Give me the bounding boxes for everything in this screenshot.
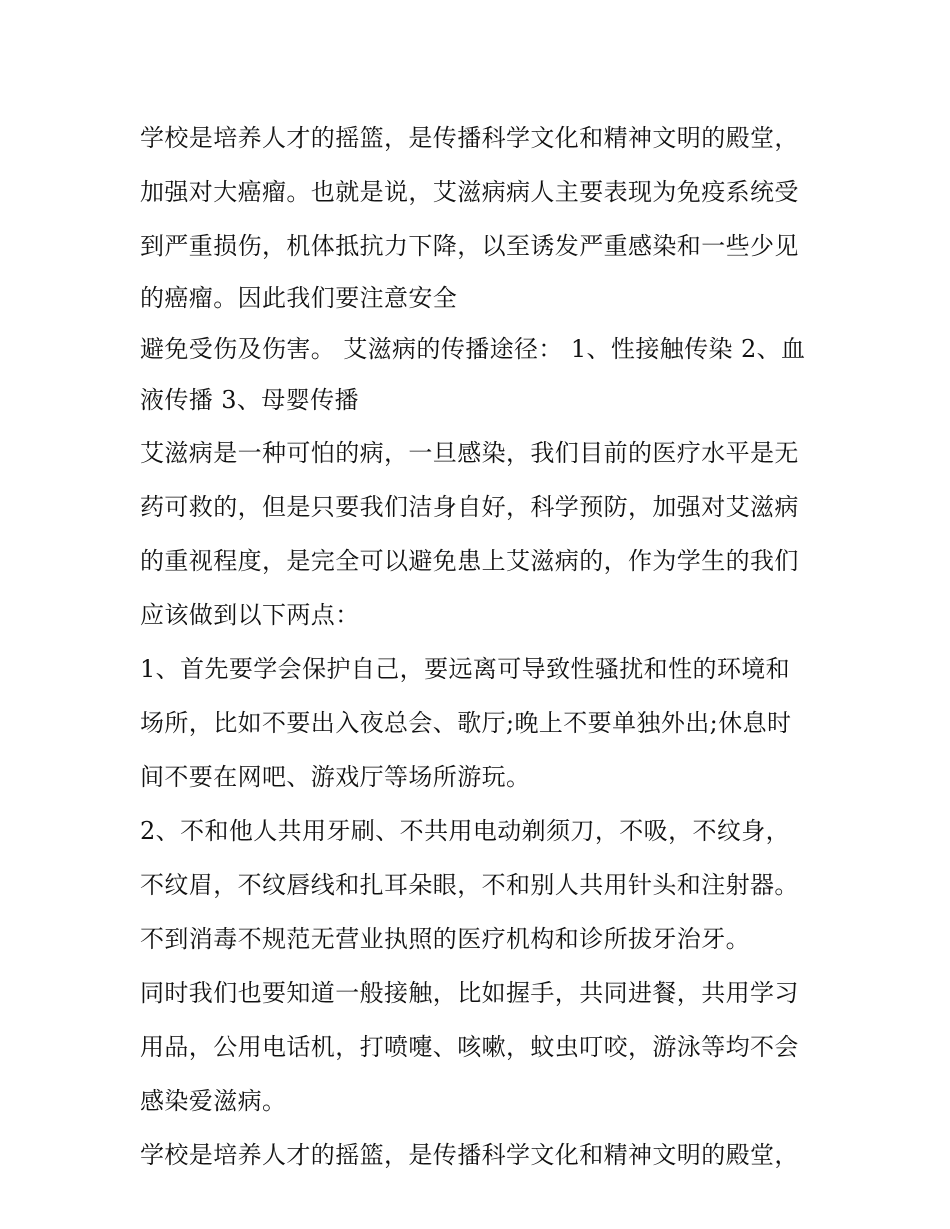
text-line-7: 艾滋病是一种可怕的病，一旦感染，我们目前的医疗水平是无: [140, 439, 799, 467]
text-line-16: 不到消毒不规范无营业执照的医疗机构和诊所拔牙治牙。: [140, 925, 750, 953]
text-line-5: 避免受伤及伤害。 艾滋病的传播途径： 1、性接触传染 2、血: [140, 335, 806, 363]
text-line-3: 到严重损伤，机体抵抗力下降，以至诱发严重感染和一些少见: [140, 232, 799, 260]
text-line-10: 应该做到以下两点：: [140, 601, 360, 629]
document-body: [140, 111, 830, 1182]
text-line-13: 间不要在网吧、游戏厅等场所游玩。: [140, 763, 531, 791]
text-line-12: 场所，比如不要出入夜总会、歌厅;晚上不要单独外出;休息时: [140, 709, 792, 737]
text-line-15: 不纹眉，不纹唇线和扎耳朵眼，不和别人共用针头和注射器。: [140, 871, 799, 899]
text-line-9: 的重视程度，是完全可以避免患上艾滋病的，作为学生的我们: [140, 547, 799, 575]
text-line-18: 用品，公用电话机，打喷嚏、咳嗽，蚊虫叮咬，游泳等均不会: [140, 1033, 799, 1061]
text-line-19: 感染爱滋病。: [140, 1087, 287, 1115]
text-line-2: 加强对大癌瘤。也就是说，艾滋病病人主要表现为免疫系统受: [140, 178, 799, 206]
text-line-11: 1、首先要学会保护自己，要远离可导致性骚扰和性的环境和: [140, 655, 791, 683]
text-line-17: 同时我们也要知道一般接触，比如握手，共同进餐，共用学习: [140, 979, 799, 1007]
text-line-4: 的癌瘤。因此我们要注意安全: [140, 284, 458, 312]
text-line-8: 药可救的，但是只要我们洁身自好，科学预防，加强对艾滋病: [140, 493, 799, 521]
text-line-6: 液传播 3、母婴传播: [140, 386, 359, 414]
text-line-20: 学校是培养人才的摇篮，是传播科学文化和精神文明的殿堂，: [140, 1141, 799, 1169]
text-line-1: 学校是培养人才的摇篮，是传播科学文化和精神文明的殿堂，: [140, 124, 799, 152]
text-line-14: 2、不和他人共用牙刷、不共用电动剃须刀，不吸，不纹身，: [140, 817, 791, 845]
